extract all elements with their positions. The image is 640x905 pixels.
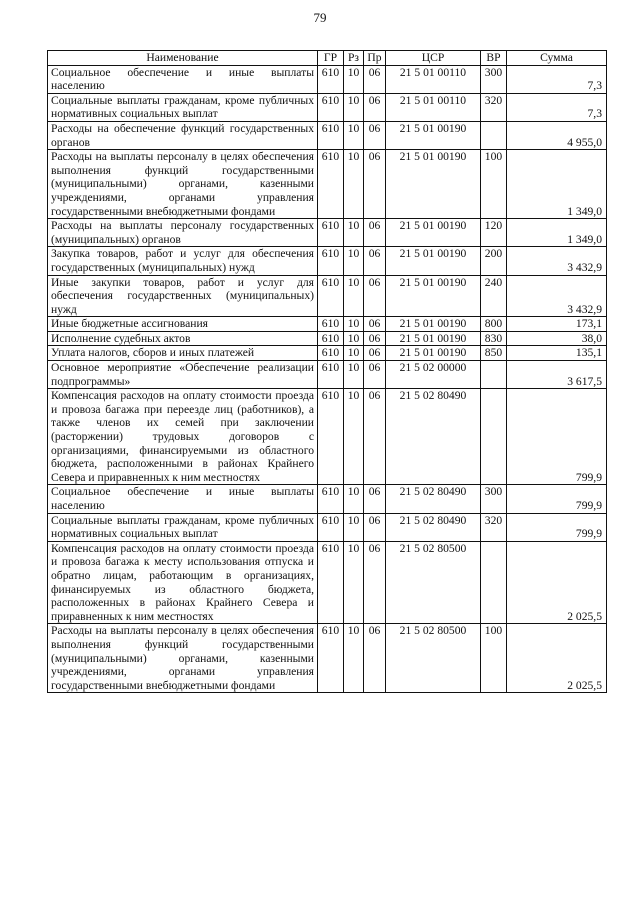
cell-pr: 06 (364, 65, 386, 93)
cell-sum: 135,1 (507, 346, 607, 361)
cell-sum: 1 349,0 (507, 219, 607, 247)
cell-csr: 21 5 01 00190 (386, 121, 481, 149)
header-vr: ВР (481, 51, 507, 66)
table-row (48, 317, 607, 332)
cell-csr: 21 5 01 00190 (386, 331, 481, 346)
cell-pr: 06 (364, 331, 386, 346)
cell-gr: 610 (318, 361, 344, 389)
cell-csr: 21 5 01 00190 (386, 247, 481, 275)
cell-csr: 21 5 01 00190 (386, 346, 481, 361)
cell-pr: 06 (364, 93, 386, 121)
cell-name: Компенсация расходов на оплату стоимости проезда и провоза багажа к месту использования отпуска и обратно лицам, работающим в организациях, финансируемых из областного бюджета, расположенных в районах Крайнего Севера и приравненных к ним местностях (48, 541, 318, 624)
cell-vr: 100 (481, 150, 507, 219)
cell-sum: 7,3 (507, 93, 607, 121)
cell-name: Расходы на выплаты персоналу государственных (муниципальных) органов (48, 219, 318, 247)
cell-rz: 10 (344, 150, 364, 219)
cell-pr: 06 (364, 219, 386, 247)
table-row (48, 541, 607, 624)
cell-gr: 610 (318, 219, 344, 247)
cell-rz: 10 (344, 513, 364, 541)
table-row (48, 513, 607, 541)
cell-csr: 21 5 02 80500 (386, 541, 481, 624)
cell-rz: 10 (344, 541, 364, 624)
cell-gr: 610 (318, 541, 344, 624)
cell-rz: 10 (344, 219, 364, 247)
cell-sum: 4 955,0 (507, 121, 607, 149)
cell-gr: 610 (318, 331, 344, 346)
cell-name: Социальные выплаты гражданам, кроме публичных нормативных социальных выплат (48, 93, 318, 121)
cell-sum: 799,9 (507, 513, 607, 541)
cell-rz: 10 (344, 275, 364, 317)
cell-gr: 610 (318, 275, 344, 317)
cell-sum: 38,0 (507, 331, 607, 346)
cell-name: Исполнение судебных актов (48, 331, 318, 346)
table-row (48, 65, 607, 93)
cell-rz: 10 (344, 121, 364, 149)
cell-csr: 21 5 02 80500 (386, 624, 481, 693)
cell-name: Иные закупки товаров, работ и услуг для обеспечения государственных (муниципальных) нужд (48, 275, 318, 317)
cell-csr: 21 5 01 00110 (386, 65, 481, 93)
cell-vr: 320 (481, 513, 507, 541)
header-csr: ЦСР (386, 51, 481, 66)
cell-pr: 06 (364, 275, 386, 317)
cell-sum: 3 432,9 (507, 275, 607, 317)
table-row (48, 331, 607, 346)
cell-name: Расходы на обеспечение функций государственных органов (48, 121, 318, 149)
cell-pr: 06 (364, 121, 386, 149)
table-row (48, 275, 607, 317)
cell-name: Расходы на выплаты персоналу в целях обеспечения выполнения функций государственными (муниципальными) органами, казенными учреждениями, органами управления государственными внебюджетными фондами (48, 624, 318, 693)
cell-vr: 850 (481, 346, 507, 361)
cell-name: Социальные выплаты гражданам, кроме публичных нормативных социальных выплат (48, 513, 318, 541)
cell-pr: 06 (364, 346, 386, 361)
cell-csr: 21 5 01 00190 (386, 150, 481, 219)
cell-gr: 610 (318, 485, 344, 513)
cell-vr (481, 361, 507, 389)
cell-vr: 800 (481, 317, 507, 332)
cell-gr: 610 (318, 247, 344, 275)
cell-csr: 21 5 01 00190 (386, 317, 481, 332)
cell-vr: 830 (481, 331, 507, 346)
table-row (48, 624, 607, 693)
budget-table (47, 50, 607, 693)
cell-pr: 06 (364, 247, 386, 275)
cell-rz: 10 (344, 93, 364, 121)
table-row (48, 346, 607, 361)
table-row (48, 247, 607, 275)
table-row (48, 219, 607, 247)
cell-sum: 7,3 (507, 65, 607, 93)
cell-gr: 610 (318, 93, 344, 121)
cell-vr: 300 (481, 65, 507, 93)
cell-vr: 300 (481, 485, 507, 513)
cell-sum: 2 025,5 (507, 624, 607, 693)
cell-pr: 06 (364, 317, 386, 332)
cell-csr: 21 5 02 80490 (386, 389, 481, 485)
cell-sum: 3 617,5 (507, 361, 607, 389)
cell-pr: 06 (364, 624, 386, 693)
cell-name: Социальное обеспечение и иные выплаты населению (48, 65, 318, 93)
table-row (48, 389, 607, 485)
cell-gr: 610 (318, 513, 344, 541)
cell-gr: 610 (318, 389, 344, 485)
cell-pr: 06 (364, 513, 386, 541)
cell-rz: 10 (344, 485, 364, 513)
cell-vr: 200 (481, 247, 507, 275)
cell-sum: 799,9 (507, 389, 607, 485)
header-name: Наименование (48, 51, 318, 66)
cell-pr: 06 (364, 150, 386, 219)
cell-vr: 120 (481, 219, 507, 247)
header-sum: Сумма (507, 51, 607, 66)
cell-pr: 06 (364, 361, 386, 389)
cell-csr: 21 5 01 00110 (386, 93, 481, 121)
cell-name: Закупка товаров, работ и услуг для обеспечения государственных (муниципальных) нужд (48, 247, 318, 275)
cell-gr: 610 (318, 346, 344, 361)
cell-gr: 610 (318, 121, 344, 149)
header-rz: Рз (344, 51, 364, 66)
cell-name: Компенсация расходов на оплату стоимости проезда и провоза багажа при переезде лиц (работников), а также членов их семей при заключении (расторжении) трудовых договоров с организациями, финансируемыми из областного бюджета, расположенными в районах Крайнего Севера и приравненных к ним местностях (48, 389, 318, 485)
cell-rz: 10 (344, 361, 364, 389)
cell-rz: 10 (344, 346, 364, 361)
cell-rz: 10 (344, 317, 364, 332)
cell-vr (481, 389, 507, 485)
cell-csr: 21 5 01 00190 (386, 275, 481, 317)
cell-rz: 10 (344, 247, 364, 275)
cell-pr: 06 (364, 389, 386, 485)
table-body (48, 65, 607, 693)
cell-csr: 21 5 02 00000 (386, 361, 481, 389)
cell-csr: 21 5 02 80490 (386, 485, 481, 513)
cell-gr: 610 (318, 150, 344, 219)
cell-rz: 10 (344, 331, 364, 346)
table-row (48, 361, 607, 389)
table-row (48, 93, 607, 121)
cell-name: Уплата налогов, сборов и иных платежей (48, 346, 318, 361)
cell-name: Основное мероприятие «Обеспечение реализации подпрограммы» (48, 361, 318, 389)
cell-vr: 100 (481, 624, 507, 693)
cell-vr (481, 541, 507, 624)
header-gr: ГР (318, 51, 344, 66)
page-number: 79 (313, 10, 327, 25)
table-row (48, 485, 607, 513)
cell-vr (481, 121, 507, 149)
cell-csr: 21 5 02 80490 (386, 513, 481, 541)
cell-sum: 1 349,0 (507, 150, 607, 219)
cell-name: Социальное обеспечение и иные выплаты населению (48, 485, 318, 513)
cell-sum: 173,1 (507, 317, 607, 332)
cell-pr: 06 (364, 541, 386, 624)
cell-rz: 10 (344, 65, 364, 93)
cell-rz: 10 (344, 389, 364, 485)
table-row (48, 150, 607, 219)
cell-sum: 799,9 (507, 485, 607, 513)
cell-gr: 610 (318, 317, 344, 332)
cell-sum: 3 432,9 (507, 247, 607, 275)
cell-gr: 610 (318, 65, 344, 93)
header-pr: Пр (364, 51, 386, 66)
cell-sum: 2 025,5 (507, 541, 607, 624)
cell-vr: 320 (481, 93, 507, 121)
cell-gr: 610 (318, 624, 344, 693)
cell-csr: 21 5 01 00190 (386, 219, 481, 247)
cell-pr: 06 (364, 485, 386, 513)
cell-vr: 240 (481, 275, 507, 317)
cell-rz: 10 (344, 624, 364, 693)
cell-name: Иные бюджетные ассигнования (48, 317, 318, 332)
table-row (48, 121, 607, 149)
table-header-row (48, 51, 607, 66)
cell-name: Расходы на выплаты персоналу в целях обеспечения выполнения функций государственными (муниципальными) органами, казенными учреждениями, органами управления государственными внебюджетными фондами (48, 150, 318, 219)
